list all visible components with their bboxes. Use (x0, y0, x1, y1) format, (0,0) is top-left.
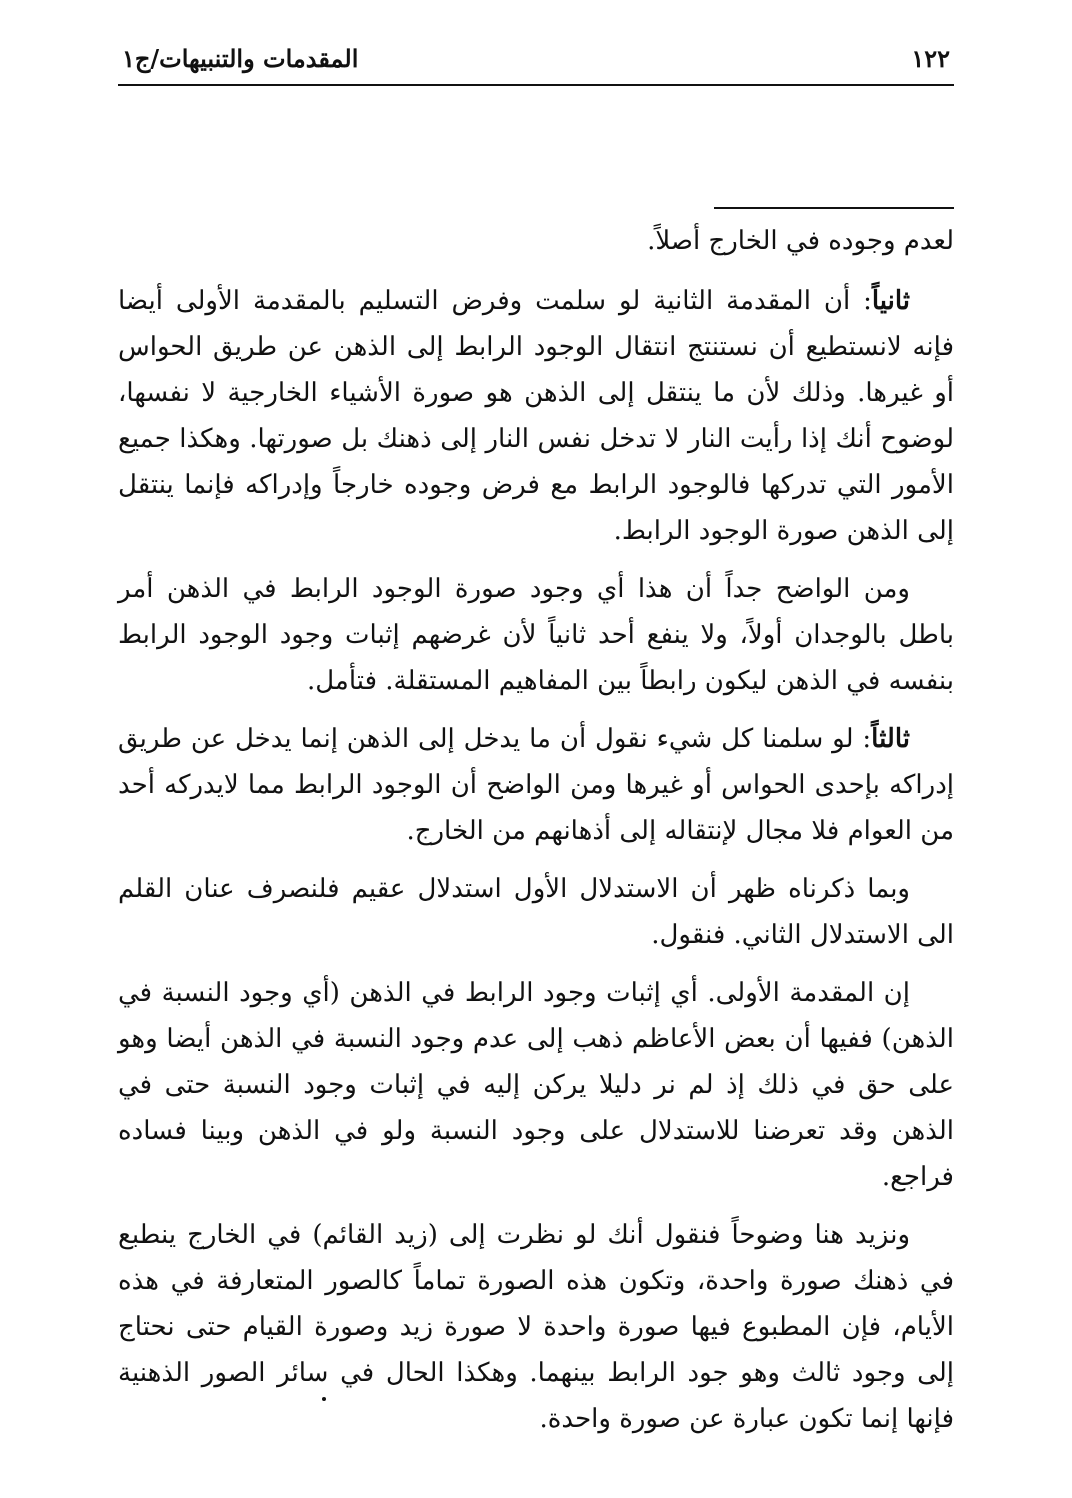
print-speck (322, 1397, 326, 1401)
body-text (118, 218, 954, 1454)
running-header (118, 38, 954, 86)
page-number: ١٢٢ (911, 44, 950, 73)
paragraph-text: : لو سلمنا كل شيء نقول أن ما يدخل إلى الذهن إنما يدخل عن طريق إدراكه بإحدى الحواس أو غيرها ومن الواضح أن الوجود الرابط مما لايدركه أحد من العوام فلا مجال لإنتقاله إلى أذهانهم من الخارج. (118, 724, 954, 846)
paragraph-lead-word: ثالثاً (871, 724, 910, 754)
paragraph-secondly (118, 278, 954, 554)
paragraph (118, 970, 954, 1200)
paragraph-text: لعدم وجوده في الخارج أصلاً. (647, 226, 954, 256)
paragraph (118, 566, 954, 704)
paragraph (118, 1212, 954, 1442)
paragraph-text: إن المقدمة الأولى. أي إثبات وجود الرابط في الذهن (أي وجود النسبة في الذهن) ففيها أن بعض الأعاظم ذهب إلى عدم وجود النسبة في الذهن أيضا وهو على حق في ذلك إذ لم نر دليلا يركن إليه في إثبات وجود النسبة حتى في الذهن وقد تعرضنا للاستدلال على وجود النسبة ولو في الذهن وبينا فساده فراجع. (118, 978, 955, 1192)
running-title: المقدمات والتنبيهات/ج١ (122, 44, 359, 73)
paragraph-thirdly (118, 716, 954, 854)
paragraph-text: : أن المقدمة الثانية لو سلمت وفرض التسليم بالمقدمة الأولى أيضا فإنه لانستطيع أن نستنتج انتقال الوجود الرابط إلى الذهن عن طريق الحواس أو غيرها. وذلك لأن ما ينتقل إلى الذهن هو صورة الأشياء الخارجية لا نفسها، لوضوح أنك إذا رأيت النار لا تدخل نفس النار إلى ذهنك بل صورتها. وهكذا جميع الأمور التي تدركها فالوجود الرابط مع فرض وجوده خارجاً وإدراكه فإنما ينتقل إلى الذهن صورة الوجود الرابط. (118, 286, 954, 546)
footnote-separator-rule (714, 207, 954, 209)
paragraph-text: وبما ذكرناه ظهر أن الاستدلال الأول استدلال عقيم فلنصرف عنان القلم الى الاستدلال الثاني. فنقول. (118, 874, 954, 950)
paragraph-lead-word: ثانياً (871, 286, 910, 316)
paragraph-text: ومن الواضح جداً أن هذا أي وجود صورة الوجود الرابط في الذهن أمر باطل بالوجدان أولاً، ولا ينفع أحد ثانياً لأن غرضهم إثبات وجود الوجود الرابط بنفسه في الذهن ليكون رابطاً بين المفاهيم المستقلة. فتأمل. (118, 574, 954, 696)
paragraph-continuation (118, 218, 954, 264)
paragraph (118, 866, 954, 958)
paragraph-text: ونزيد هنا وضوحاً فنقول أنك لو نظرت إلى (زيد القائم) في الخارج ينطبع في ذهنك صورة واحدة، وتكون هذه الصورة تماماً كالصور المتعارفة في هذه الأيام، فإن المطبوع فيها صورة واحدة لا صورة زيد وصورة القيام حتى نحتاج إلى وجود ثالث وهو جود الرابط بينهما. وهكذا الحال في سائر الصور الذهنية فإنها إنما تكون عبارة عن صورة واحدة. (118, 1220, 954, 1434)
